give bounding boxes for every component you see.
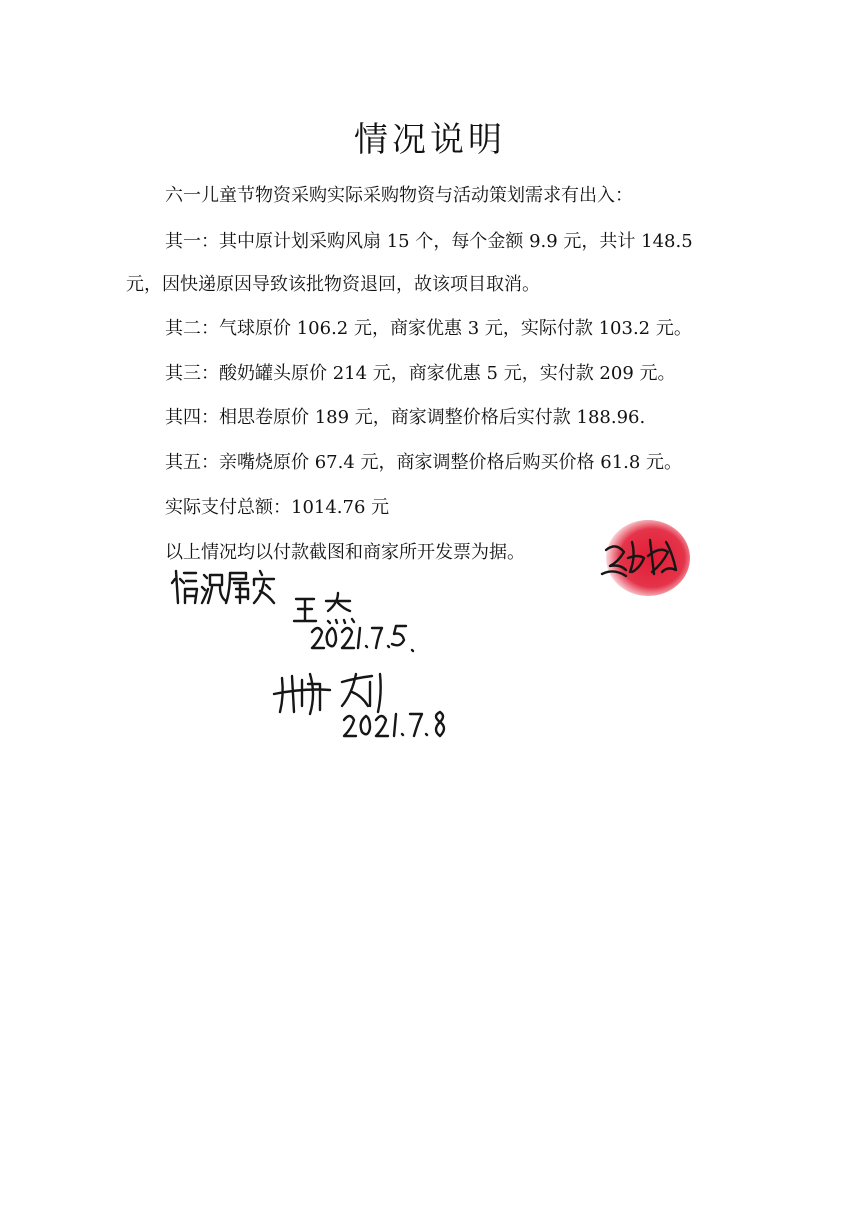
red-stamp-signature <box>588 512 698 602</box>
item1-line1: 其一：其中原计划采购风扇 15 个，每个金额 9.9 元，共计 148.5 <box>165 231 693 252</box>
total-line: 实际支付总额：1014.76 元 <box>165 497 390 518</box>
handwritten-confirmation <box>170 565 280 610</box>
document-title: 情况说明 <box>354 120 506 160</box>
item4-line: 其四：相思卷原价 189 元，商家调整价格后实付款 188.96. <box>165 407 646 428</box>
item5-line: 其五：亲嘴烧原价 67.4 元，商家调整价格后购买价格 61.8 元。 <box>165 452 683 473</box>
item3-line: 其三：酸奶罐头原价 214 元，商家优惠 5 元，实付款 209 元。 <box>165 363 676 384</box>
intro-line: 六一儿童节物资采购实际采购物资与活动策划需求有出入： <box>165 185 633 206</box>
item2-line: 其二：气球原价 106.2 元，商家优惠 3 元，实际付款 103.2 元。 <box>165 318 692 339</box>
basis-line: 以上情况均以付款截图和商家所开发票为据。 <box>165 542 525 563</box>
item1-line2: 元，因快递原因导致该批物资退回，故该项目取消。 <box>126 274 540 295</box>
handwritten-signer2-date <box>340 706 450 746</box>
handwritten-signer1-date <box>310 620 420 656</box>
